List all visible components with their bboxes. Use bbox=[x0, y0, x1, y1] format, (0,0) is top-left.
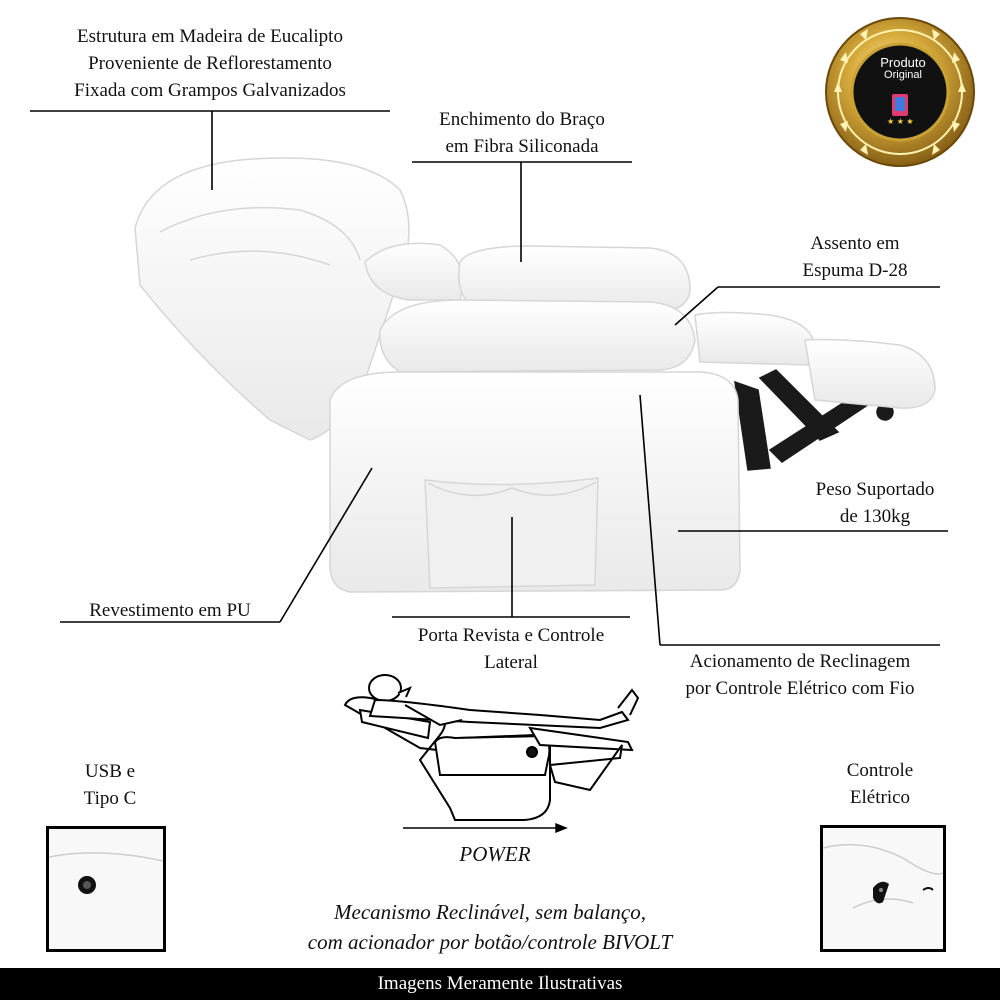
callout-text: Lateral bbox=[484, 652, 538, 673]
callout-text: Peso Suportado bbox=[815, 479, 935, 500]
usb-label-line: USB e bbox=[84, 761, 136, 782]
controle-thumbnail bbox=[820, 825, 946, 952]
callout-enchimento bbox=[412, 106, 632, 160]
controle-label-line: Controle bbox=[846, 760, 914, 781]
callout-text: em Fibra Siliconada bbox=[445, 136, 599, 157]
remote-control-image bbox=[823, 828, 943, 949]
callout-text: por Controle Elétrico com Fio bbox=[685, 678, 915, 699]
power-label: POWER bbox=[459, 842, 531, 866]
callout-text: Porta Revista e Controle bbox=[417, 625, 605, 646]
callout-text: Revestimento em PU bbox=[89, 600, 251, 621]
callout-text: Espuma D-28 bbox=[802, 260, 908, 281]
power-arrow bbox=[403, 824, 566, 832]
callout-text: Assento em bbox=[810, 233, 900, 254]
seal-text bbox=[868, 56, 938, 82]
callout-text: Proveniente de Reflorestamento bbox=[88, 53, 332, 74]
controle-label-line: Elétrico bbox=[849, 787, 911, 808]
callout-text: de 130kg bbox=[839, 506, 911, 527]
reclining-person-diagram bbox=[345, 675, 638, 820]
footer-disclaimer: Imagens Meramente Ilustrativas bbox=[0, 968, 1000, 1000]
seal-line-2: Original bbox=[884, 69, 922, 81]
callout-text: Estrutura em Madeira de Eucalipto bbox=[77, 26, 343, 47]
usb-label bbox=[60, 758, 160, 812]
controle-label bbox=[810, 757, 950, 811]
callout-peso bbox=[790, 476, 960, 530]
callout-acionamento bbox=[650, 648, 950, 702]
callout-text: Acionamento de Reclinagem bbox=[689, 651, 911, 672]
callout-estrutura bbox=[30, 23, 390, 104]
callout-porta-revista bbox=[380, 622, 642, 676]
usb-port-image bbox=[49, 829, 163, 949]
product-original-seal bbox=[826, 18, 974, 166]
mechanism-line: Mecanismo Reclinável, sem balanço, bbox=[334, 900, 646, 924]
usb-port-thumbnail bbox=[46, 826, 166, 952]
mechanism-line: com acionador por botão/controle BIVOLT bbox=[307, 930, 673, 954]
callout-text: Fixada com Grampos Galvanizados bbox=[74, 80, 346, 101]
mechanism-description bbox=[240, 897, 740, 957]
usb-label-line: Tipo C bbox=[83, 788, 137, 809]
callout-text: Enchimento do Braço bbox=[439, 109, 605, 130]
svg-text:★ ★ ★: ★ ★ ★ bbox=[887, 117, 914, 126]
callout-revestimento bbox=[60, 597, 280, 624]
callout-assento bbox=[780, 230, 930, 284]
seal-line-1: Produto bbox=[880, 55, 926, 70]
